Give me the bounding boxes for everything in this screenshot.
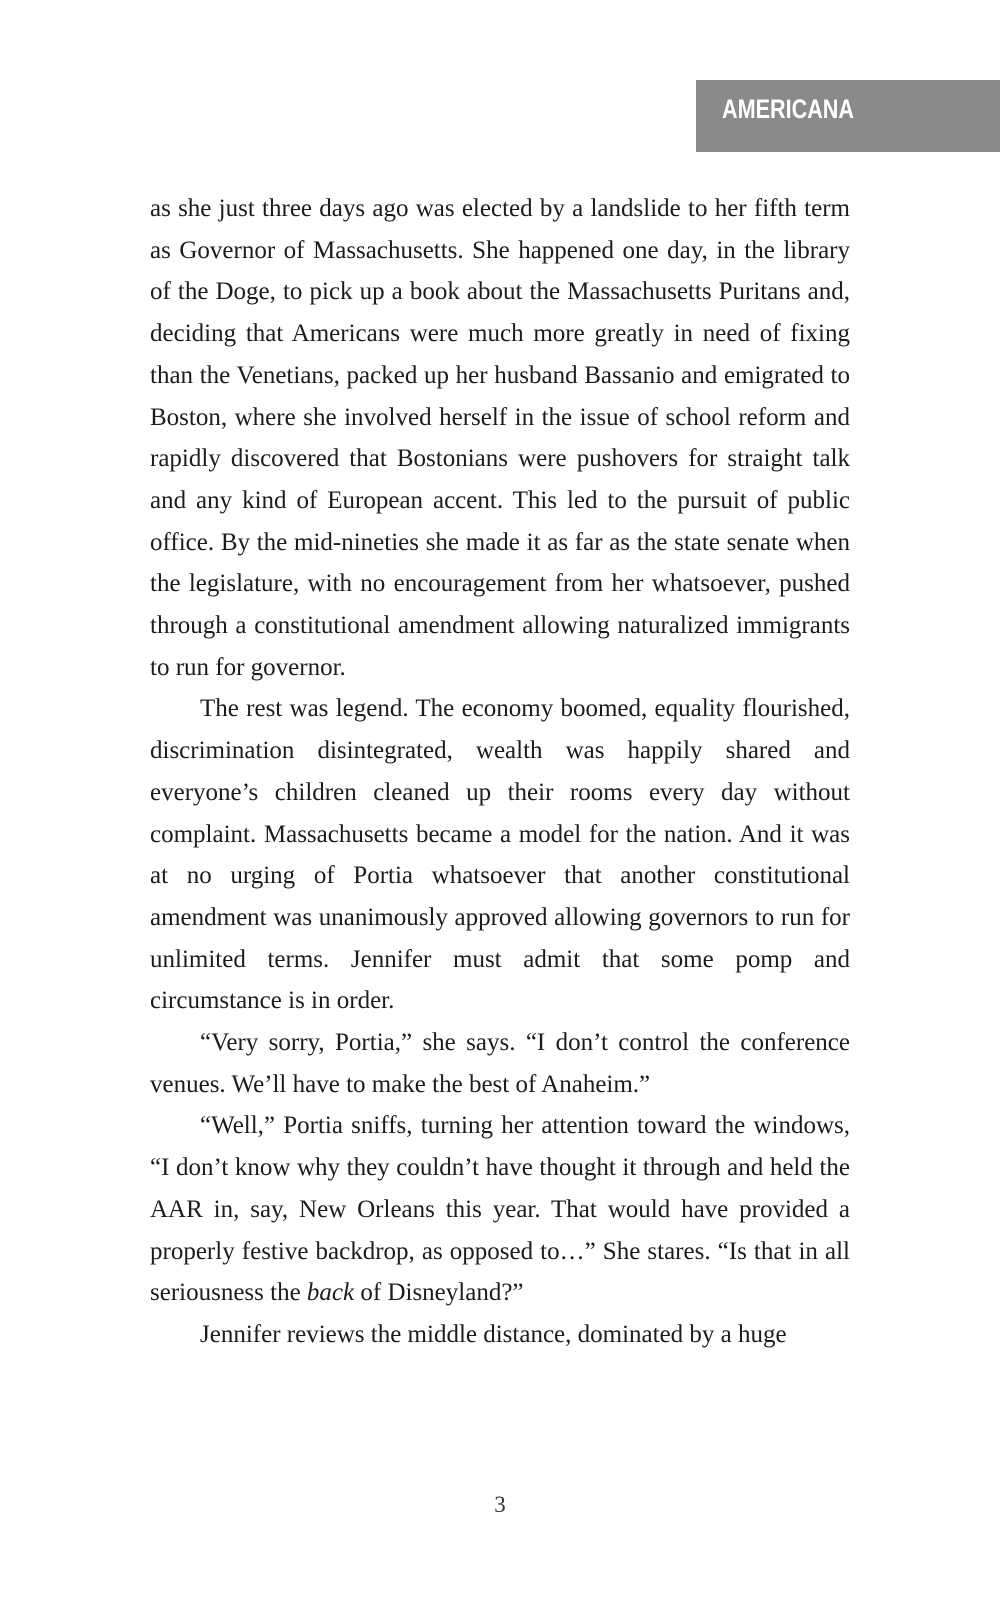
paragraph-5: Jennifer reviews the middle distance, dominated by a huge	[200, 1320, 787, 1348]
page-number: 3	[494, 1492, 506, 1517]
running-header-tab	[696, 80, 1000, 152]
running-header-title: AMERICANA	[722, 94, 854, 124]
paragraph-3: “Very sorry, Portia,” she says. “I don’t control the conference venues. We’ll have to make the best of Anaheim.”	[150, 1029, 850, 1098]
paragraph-4-text-before: “Well,” Portia sniffs, turning her attention toward the windows, “I don’t know why they couldn’t have thought it through and held the AAR in, say, New Orleans this year. That would have provided a properly festive backdrop, as opposed to…” She stares. “Is that in all seriousness the	[150, 1112, 850, 1307]
paragraph-1: as she just three days ago was elected by a landslide to her fifth term as Governor of Massachusetts. She happened one day, in the library of the Doge, to pick up a book about the Massachusetts Puritans and, deciding that Americans were much more greatly in need of fixing than the Venetians, packed up her husband Bassanio and emigrated to Boston, where she involved herself in the issue of school reform and rapidly discovered that Bostonians were pushovers for straight talk and any kind of European accent. This led to the pursuit of public office. By the mid-nineties she made it as far as the state senate when the legislature, with no encouragement from her whatsoever, pushed through a constitutional amendment allowing naturalized immigrants to run for governor.	[150, 195, 850, 681]
body-text	[150, 188, 850, 1356]
paragraph-4-italic-word: back	[306, 1279, 355, 1307]
paragraph-4-text-after: of Disneyland?”	[354, 1279, 524, 1307]
paragraph-2: The rest was legend. The economy boomed, equality flourished, discrimination disintegrated, wealth was happily shared and everyone’s children cleaned up their rooms every day without complaint. Massachusetts became a model for the nation. And it was at no urging of Portia whatsoever that another constitutional amendment was unanimously approved allowing governors to run for unlimited terms. Jennifer must admit that some pomp and circumstance is in order.	[150, 695, 850, 1015]
paragraph-4	[150, 1105, 850, 1314]
